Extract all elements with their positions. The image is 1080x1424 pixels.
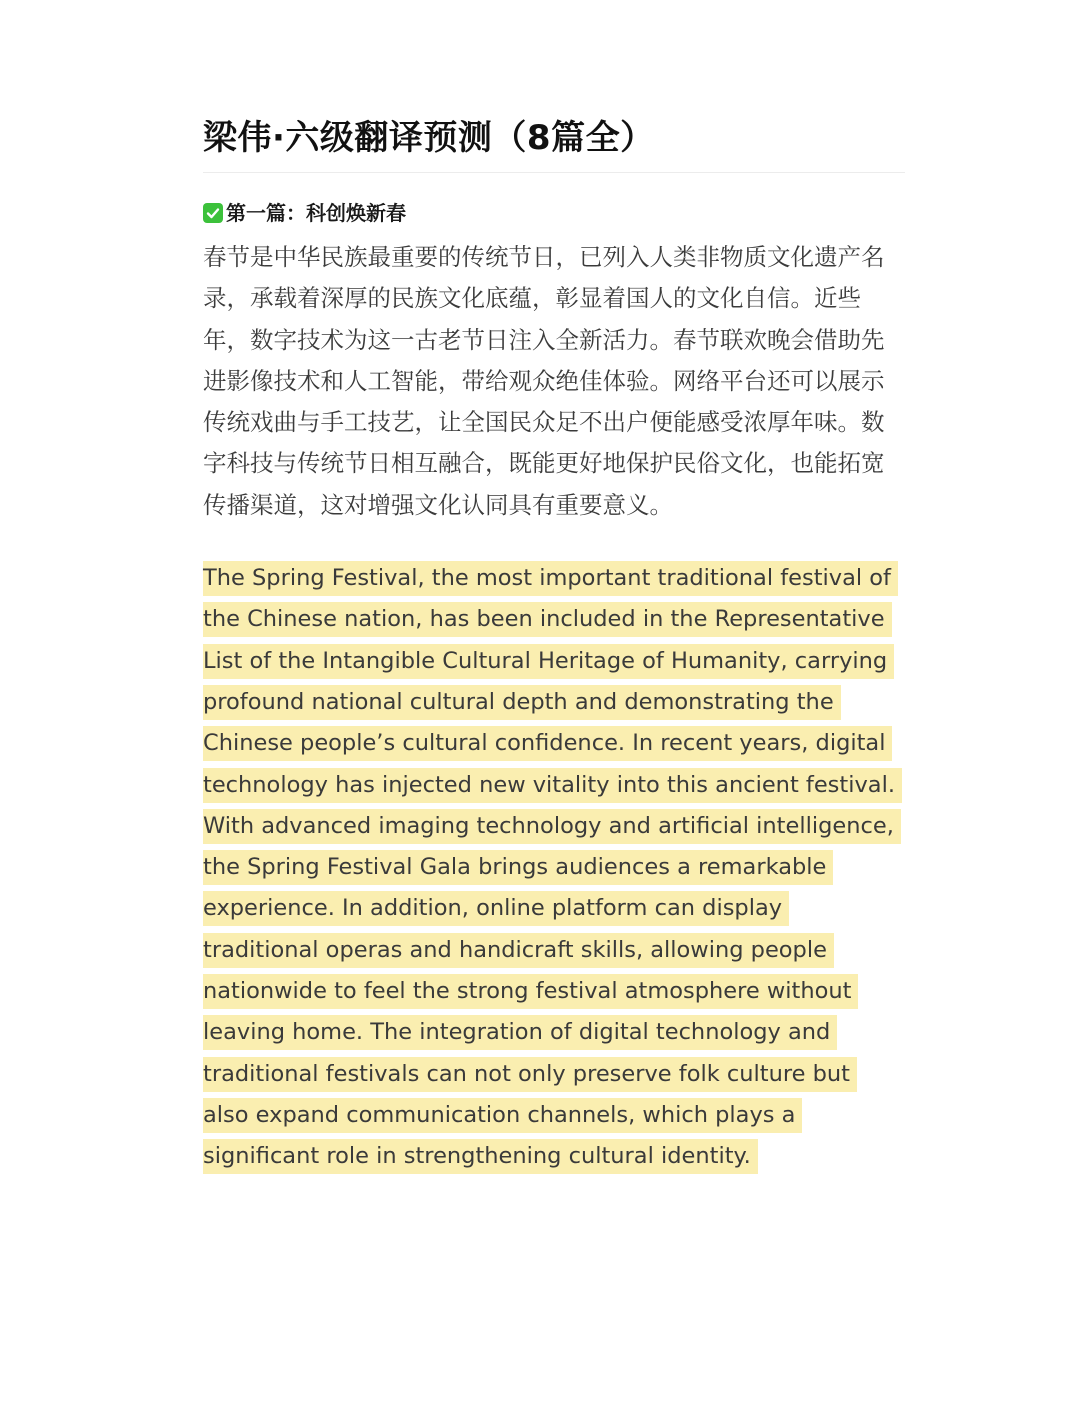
- english-line: also expand communication channels, which plays a: [203, 1095, 905, 1136]
- english-line: the Spring Festival Gala brings audiences a remarkable: [203, 847, 905, 888]
- section-heading: [203, 199, 905, 227]
- english-line: the Chinese nation, has been included in the Representative: [203, 599, 905, 640]
- english-line: traditional festivals can not only preserve folk culture but: [203, 1054, 905, 1095]
- check-mark-icon: [203, 203, 223, 223]
- english-line: significant role in strengthening cultural identity.: [203, 1136, 905, 1177]
- section-heading-text: 第一篇：科创焕新春: [226, 201, 406, 225]
- page-title: 梁伟·六级翻译预测（8篇全）: [203, 118, 655, 158]
- english-line: List of the Intangible Cultural Heritage of Humanity, carrying: [203, 641, 905, 682]
- english-line: technology has injected new vitality into this ancient festival.: [203, 765, 905, 806]
- document-content: [203, 112, 905, 1178]
- chinese-paragraph: 春节是中华民族最重要的传统节日，已列入人类非物质文化遗产名录，承载着深厚的民族文化底蕴，彰显着国人的文化自信。近些年，数字技术为这一古老节日注入全新活力。春节联欢晚会借助先进影像技术和人工智能，带给观众绝佳体验。网络平台还可以展示传统戏曲与手工技艺，让全国民众足不出户便能感受浓厚年味。数字科技与传统节日相互融合，既能更好地保护民俗文化，也能拓宽传播渠道，这对增强文化认同具有重要意义。: [203, 243, 885, 519]
- title-divider: [203, 172, 905, 173]
- english-line: traditional operas and handicraft skills, allowing people: [203, 930, 905, 971]
- english-line: With advanced imaging technology and artificial intelligence,: [203, 806, 905, 847]
- english-line: The Spring Festival, the most important traditional festival of: [203, 558, 905, 599]
- english-translation: [203, 558, 905, 1177]
- english-line: profound national cultural depth and demonstrating the: [203, 682, 905, 723]
- english-line: Chinese people’s cultural confidence. In recent years, digital: [203, 723, 905, 764]
- english-line: leaving home. The integration of digital technology and: [203, 1012, 905, 1053]
- english-line: nationwide to feel the strong festival atmosphere without: [203, 971, 905, 1012]
- english-line: experience. In addition, online platform can display: [203, 888, 905, 929]
